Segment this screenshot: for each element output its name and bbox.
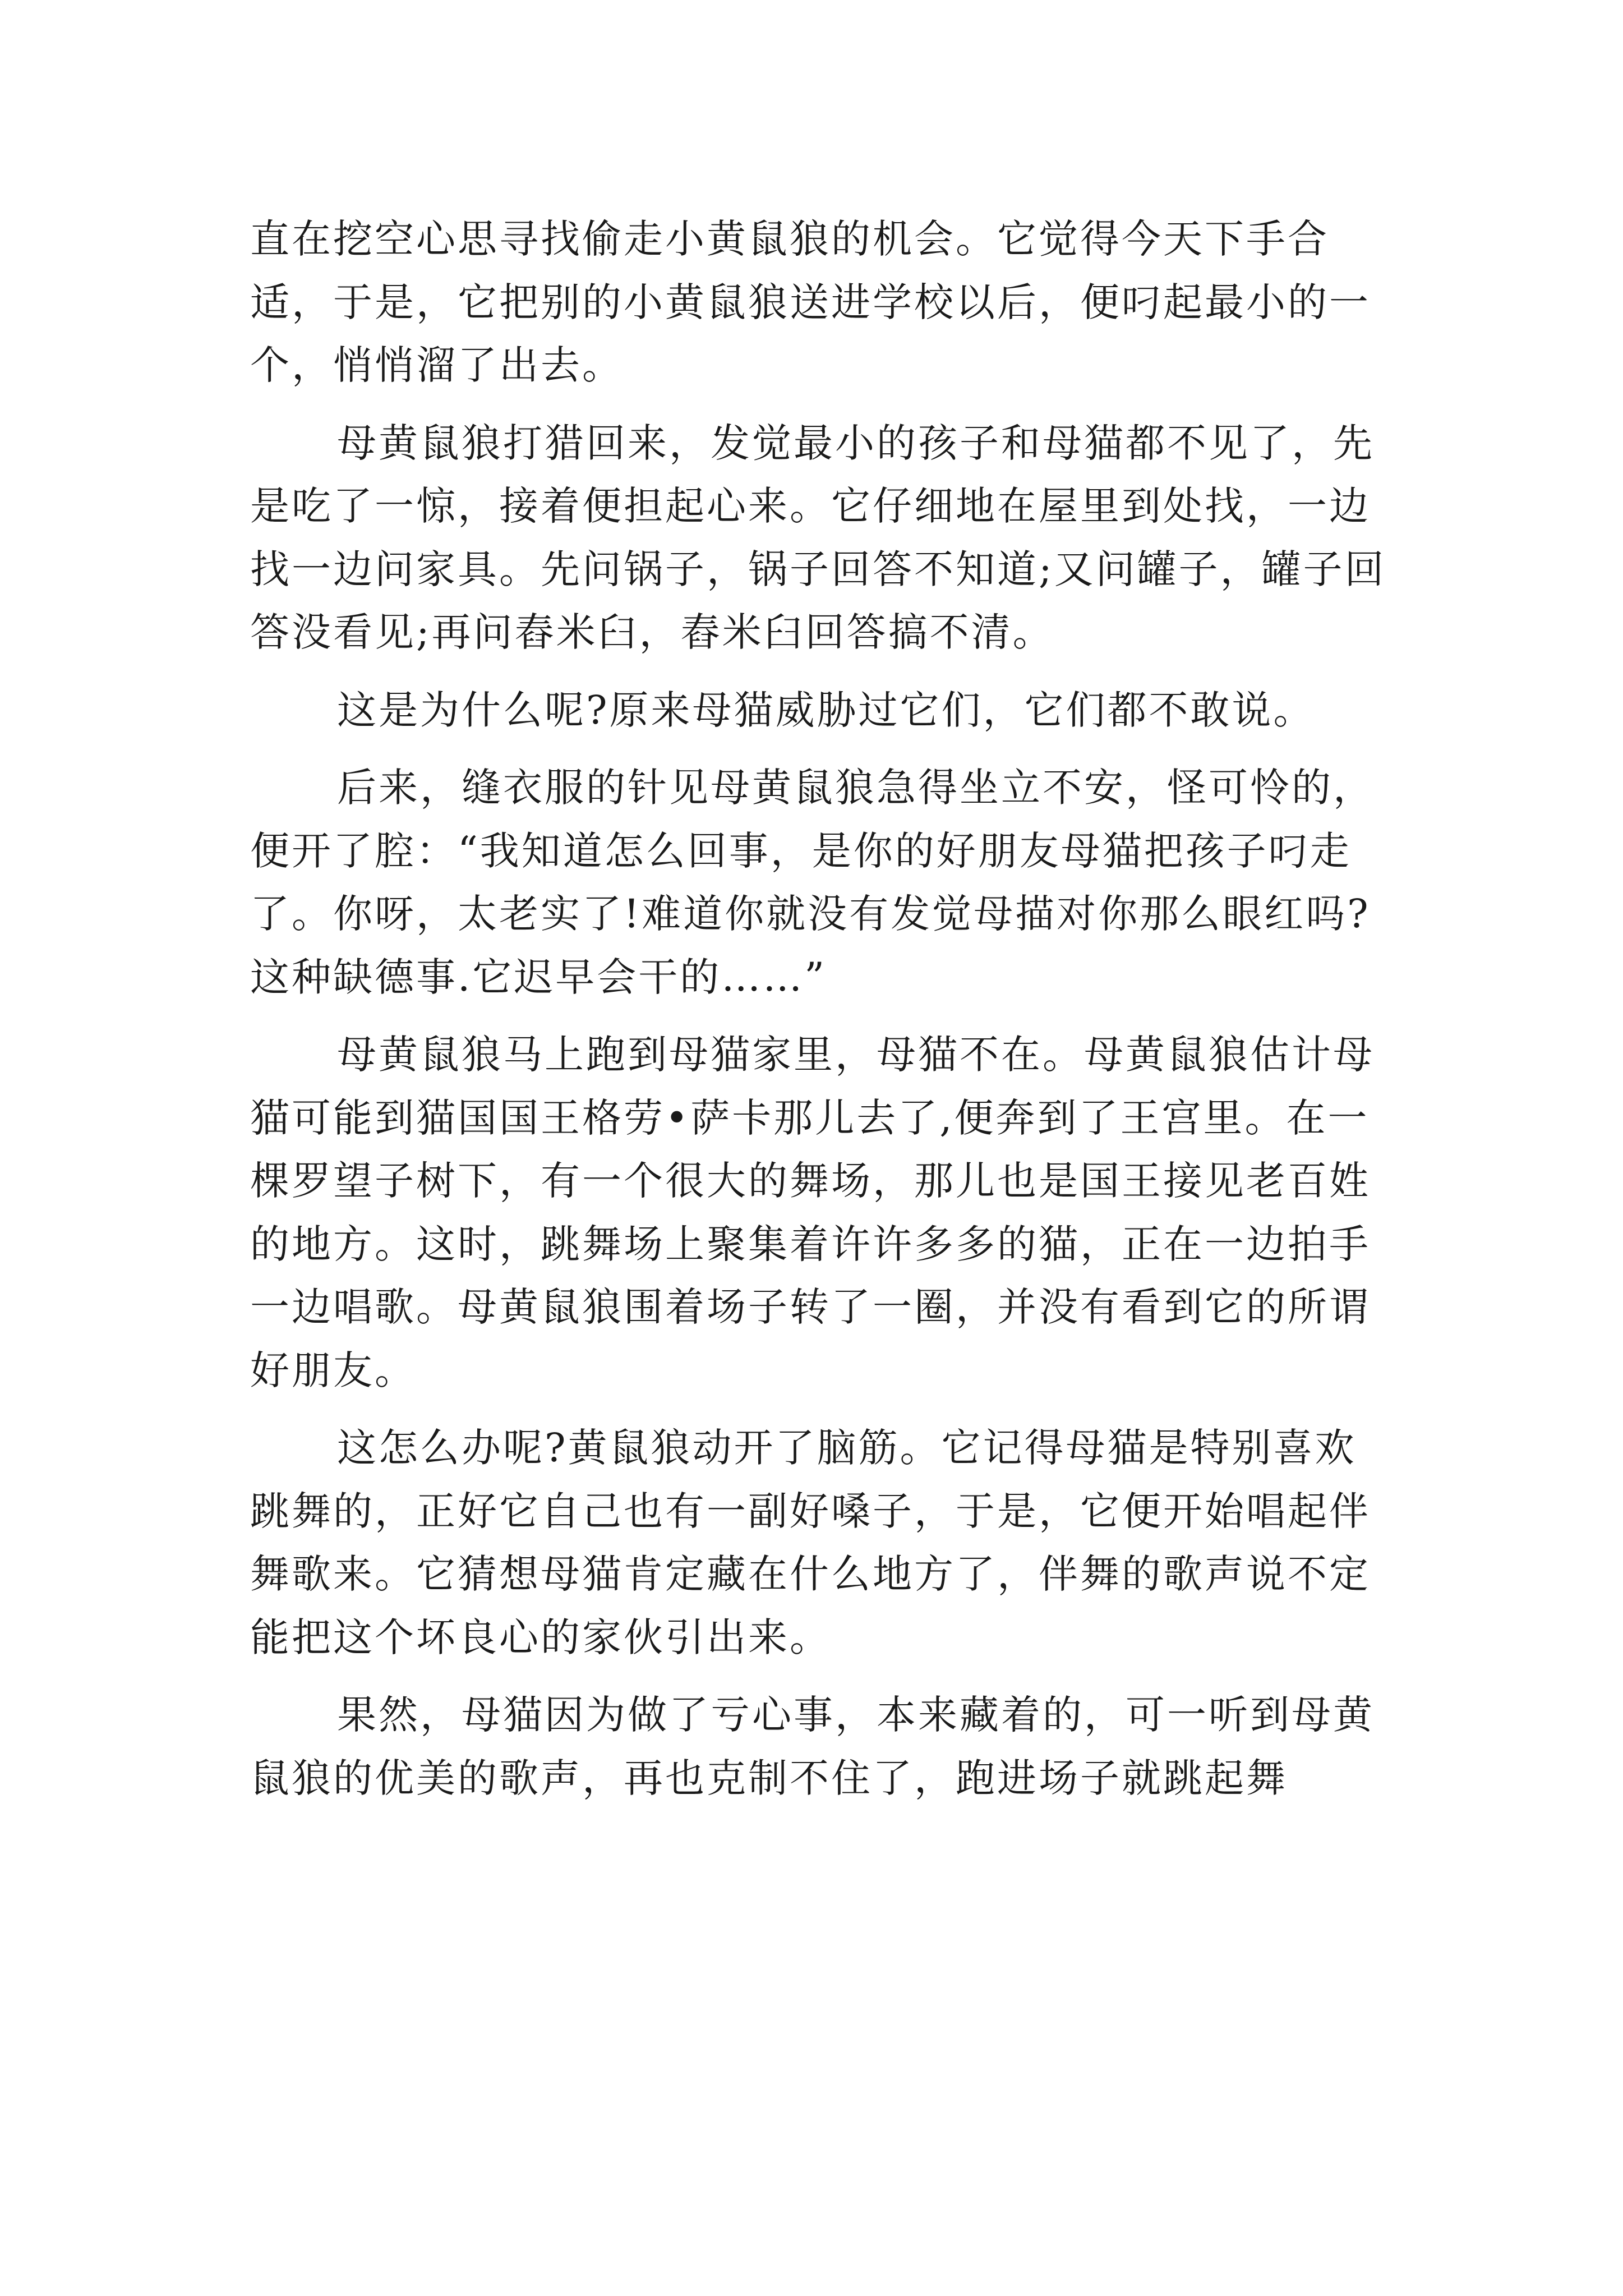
paragraph: 母黄鼠狼马上跑到母猫家里，母猫不在。母黄鼠狼估计母猫可能到猫国国王格劳•萨卡那儿去了,便奔到了王宫里。在一棵罗望子树下，有一个很大的舞场，那儿也是国王接见老百姓的地方。这时，跳舞场上聚集着许许多多的猫，正在一边拍手一边唱歌。母黄鼠狼围着场子转了一圈，并没有看到它的所谓好朋友。: [250, 1032, 1375, 1393]
paragraph: 后来，缝衣服的针见母黄鼠狼急得坐立不安，怪可怜的，便开了腔：“我知道怎么回事，是你的好朋友母猫把孩子叼走了。你呀，太老实了!难道你就没有发觉母描对你那么眼红吗?这种缺德事.它迟早会干的……”: [250, 765, 1375, 1000]
paragraph: 这怎么办呢?黄鼠狼动开了脑筋。它记得母猫是特别喜欢跳舞的，正好它自己也有一副好嗓子，于是，它便开始唱起伴舞歌来。它猜想母猫肯定藏在什么地方了，伴舞的歌声说不定能把这个坏良心的家伙引出来。: [250, 1425, 1371, 1660]
body-text: [250, 208, 1389, 1824]
paragraph: 这是为什么呢?原来母猫威胁过它们，它们都不敢说。: [337, 687, 1315, 733]
paragraph: 果然，母猫因为做了亏心事，本来藏着的，可一听到母黄鼠狼的优美的歌声，再也克制不住了，跑进场子就跳起舞: [250, 1692, 1375, 1801]
paragraph: 母黄鼠狼打猎回来，发觉最小的孩子和母猫都不见了，先是吃了一惊，接着便担起心来。它仔细地在屋里到处找，一边找一边问家具。先问锅子，锅子回答不知道;又问罐子，罐子回答没看见;再问舂米臼，舂米臼回答搞不清。: [250, 420, 1386, 655]
paragraph: 直在挖空心思寻找偷走小黄鼠狼的机会。它觉得今天下手合适，于是，它把别的小黄鼠狼送进学校以后，便叼起最小的一个，悄悄溜了出去。: [250, 216, 1371, 388]
